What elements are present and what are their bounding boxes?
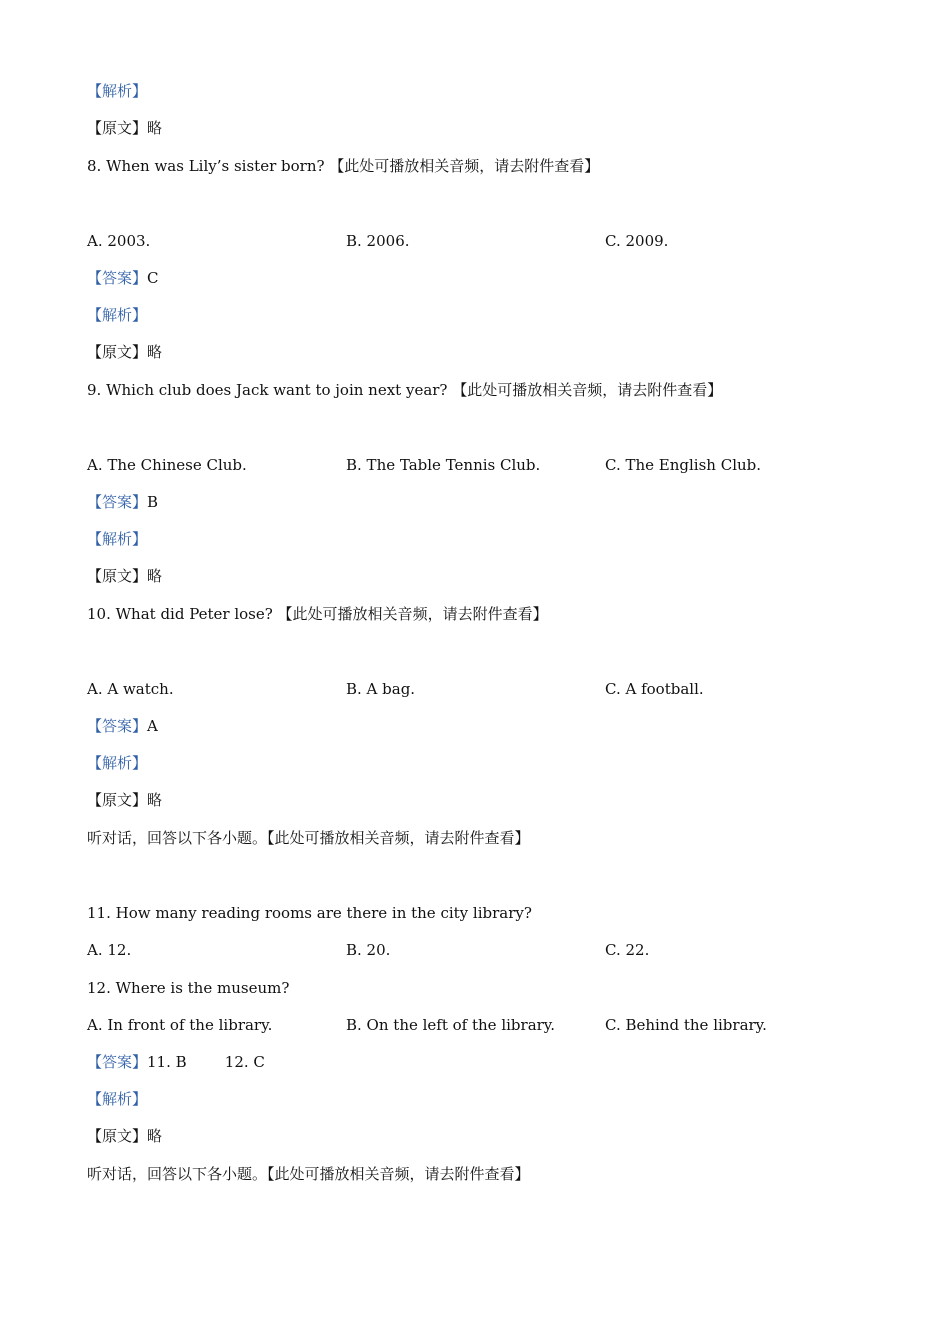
original-value: 略 xyxy=(147,343,163,361)
original-label: 【原文】 xyxy=(87,1127,148,1145)
question-12: 12. Where is the museum? xyxy=(87,979,290,997)
answer-label: 【答案】 xyxy=(87,1053,148,1071)
q8-answer-row xyxy=(87,268,159,288)
q10-answer-row xyxy=(87,716,158,736)
q10-option-a: A. A watch. xyxy=(87,680,174,698)
analysis-label: 【解析】 xyxy=(87,306,148,324)
analysis-label: 【解析】 xyxy=(87,754,148,772)
q8-option-b: B. 2006. xyxy=(346,232,410,250)
question-10: 10. What did Peter lose? 【此处可播放相关音频，请去附件查看】 xyxy=(87,605,548,623)
q8-option-a: A. 2003. xyxy=(87,232,151,250)
q12-option-b: B. On the left of the library. xyxy=(346,1016,556,1034)
original-value: 略 xyxy=(147,791,163,809)
original-value: 略 xyxy=(147,1127,163,1145)
answer-label: 【答案】 xyxy=(87,269,148,287)
q10-option-b: B. A bag. xyxy=(346,680,416,698)
q11-option-b: B. 20. xyxy=(346,941,391,959)
answer-label: 【答案】 xyxy=(87,493,148,511)
q11-option-c: C. 22. xyxy=(605,941,650,959)
dialog-intro: 听对话，回答以下各小题。【此处可播放相关音频，请去附件查看】 xyxy=(87,1165,530,1183)
q12-option-a: A. In front of the library. xyxy=(87,1016,273,1034)
question-9: 9. Which club does Jack want to join next year? 【此处可播放相关音频，请去附件查看】 xyxy=(87,381,723,399)
original-label: 【原文】 xyxy=(87,343,148,361)
original-label: 【原文】 xyxy=(87,119,148,137)
original-label: 【原文】 xyxy=(87,791,148,809)
question-11: 11. How many reading rooms are there in the city library? xyxy=(87,904,532,922)
original-text-row xyxy=(87,118,162,138)
q10-option-c: C. A football. xyxy=(605,680,704,698)
original-text-row xyxy=(87,342,162,362)
q8-option-c: C. 2009. xyxy=(605,232,669,250)
q11-option-a: A. 12. xyxy=(87,941,132,959)
q9-answer: B xyxy=(147,493,159,511)
original-text-row xyxy=(87,566,162,586)
original-value: 略 xyxy=(147,119,163,137)
q12-option-c: C. Behind the library. xyxy=(605,1016,767,1034)
answer-label: 【答案】 xyxy=(87,717,148,735)
q9-option-b: B. The Table Tennis Club. xyxy=(346,456,541,474)
q11-12-answer-row xyxy=(87,1052,265,1072)
q9-option-c: C. The English Club. xyxy=(605,456,762,474)
original-text-row xyxy=(87,1126,162,1146)
q8-answer: C xyxy=(147,269,159,287)
question-8: 8. When was Lily’s sister born? 【此处可播放相关音频，请去附件查看】 xyxy=(87,157,600,175)
original-text-row xyxy=(87,790,162,810)
q11-12-answer: 11. B 12. C xyxy=(147,1053,265,1071)
analysis-label: 【解析】 xyxy=(87,1090,148,1108)
q9-option-a: A. The Chinese Club. xyxy=(87,456,247,474)
original-value: 略 xyxy=(147,567,163,585)
q10-answer: A xyxy=(147,717,158,735)
analysis-label: 【解析】 xyxy=(87,82,148,100)
original-label: 【原文】 xyxy=(87,567,148,585)
analysis-label: 【解析】 xyxy=(87,530,148,548)
dialog-intro: 听对话，回答以下各小题。【此处可播放相关音频，请去附件查看】 xyxy=(87,829,530,847)
q9-answer-row xyxy=(87,492,158,512)
